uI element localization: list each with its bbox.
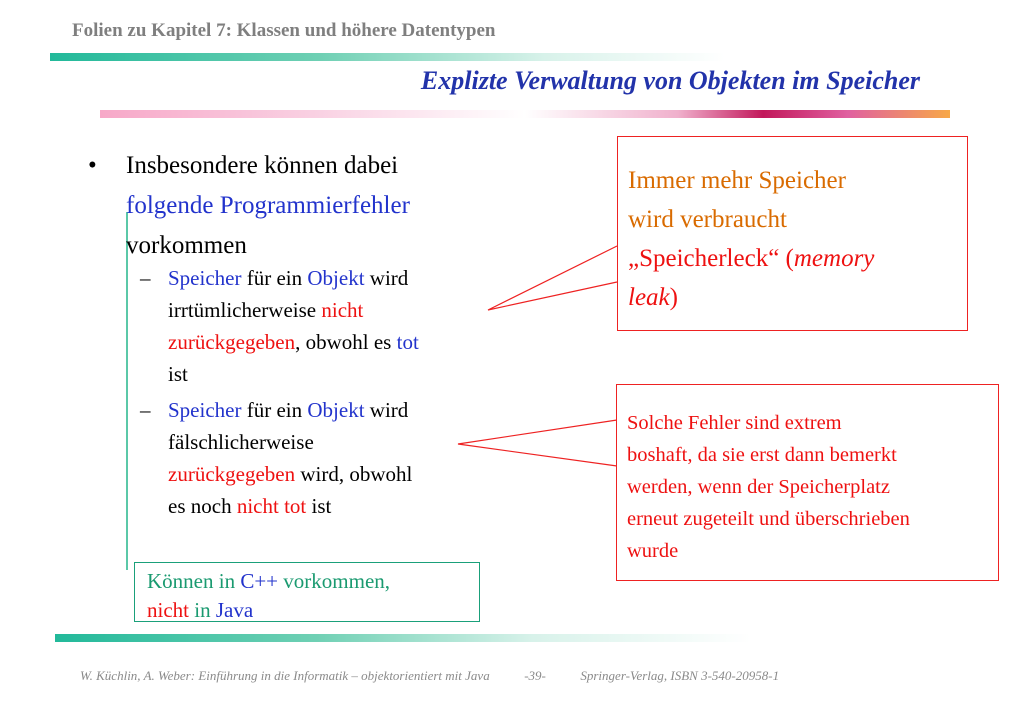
- error-callout-line-3: werden, wenn der Speicherplatz: [627, 476, 890, 498]
- text-speicher: Speicher: [168, 398, 242, 422]
- memory-leak-callout-box: [617, 136, 968, 331]
- main-bullet-line-1: Insbesondere können dabei: [126, 152, 399, 179]
- text-java: Java: [215, 598, 254, 622]
- text-plain: wird, obwohl: [295, 462, 413, 486]
- sub-bullet-mark: –: [140, 398, 151, 422]
- text-plain: irrtümlicherweise: [168, 298, 322, 322]
- text-speicherleck: „Speicherleck“ (: [628, 245, 794, 272]
- text-vorkommen: vorkommen,: [278, 569, 391, 593]
- text-plain: es noch: [168, 494, 237, 518]
- text-plain: für ein: [241, 266, 308, 290]
- bullet-mark: •: [88, 152, 97, 179]
- text-plain: , obwohl es: [295, 330, 397, 354]
- text-nicht: nicht: [147, 598, 189, 622]
- text-tot: tot: [396, 330, 419, 354]
- text-speicher: Speicher: [168, 266, 242, 290]
- text-plain: für ein: [241, 398, 308, 422]
- text-zurueckgegeben: zurückgegeben: [168, 462, 296, 486]
- error-callout-line-5: wurde: [627, 540, 679, 562]
- memory-leak-callout-pointer: [488, 246, 617, 310]
- text-objekt: Objekt: [307, 398, 365, 422]
- text-koennen-in: Können in: [147, 569, 241, 593]
- error-callout-box: [616, 384, 999, 581]
- memory-leak-line-2: wird verbraucht: [628, 206, 787, 233]
- text-zurueckgegeben: zurückgegeben: [168, 330, 296, 354]
- slide-title: Explizte Verwaltung von Objekten im Speicher: [420, 66, 920, 95]
- error-callout-line-1: Solche Fehler sind extrem: [627, 412, 842, 434]
- footer-authors: W. Küchlin, A. Weber: Einführung in die Informatik – objektorientiert mit Java: [80, 668, 490, 683]
- error-callout-line-2: boshaft, da sie erst dann bemerkt: [627, 444, 897, 466]
- sub-bullet-mark: –: [140, 266, 151, 290]
- error-callout-line-4: erneut zugeteilt und überschrieben: [627, 508, 910, 530]
- text-in: in: [189, 598, 216, 622]
- text-objekt: Objekt: [307, 266, 365, 290]
- footer-page-number: -39-: [524, 668, 546, 683]
- error-callout-pointer: [458, 420, 617, 466]
- memory-leak-line-3: [628, 239, 957, 278]
- chapter-header: Folien zu Kapitel 7: Klassen und höhere Datentypen: [72, 20, 496, 41]
- text-plain: wird: [364, 398, 409, 422]
- text-leak: leak: [628, 284, 670, 311]
- memory-leak-line-4: [628, 278, 957, 317]
- sub-bullet-1-line-4: ist: [168, 362, 188, 386]
- text-memory: memory: [793, 245, 875, 272]
- footer-gradient-bar: [55, 634, 925, 642]
- text-cpp: C++: [240, 569, 279, 593]
- text-close-paren: ): [669, 284, 678, 311]
- footer: [80, 668, 950, 684]
- text-nicht: nicht: [321, 298, 364, 322]
- text-plain: wird: [364, 266, 409, 290]
- main-bullet-line-2: folgende Programmierfehler: [126, 192, 410, 219]
- memory-leak-line-1: Immer mehr Speicher: [628, 167, 846, 194]
- sub-bullet-2-line-2: fälschlicherweise: [168, 430, 314, 454]
- text-plain: ist: [306, 494, 332, 518]
- text-nicht-tot: nicht tot: [236, 494, 307, 518]
- footer-publisher: Springer-Verlag, ISBN 3-540-20958-1: [580, 668, 780, 683]
- main-bullet-line-3: vorkommen: [126, 232, 247, 259]
